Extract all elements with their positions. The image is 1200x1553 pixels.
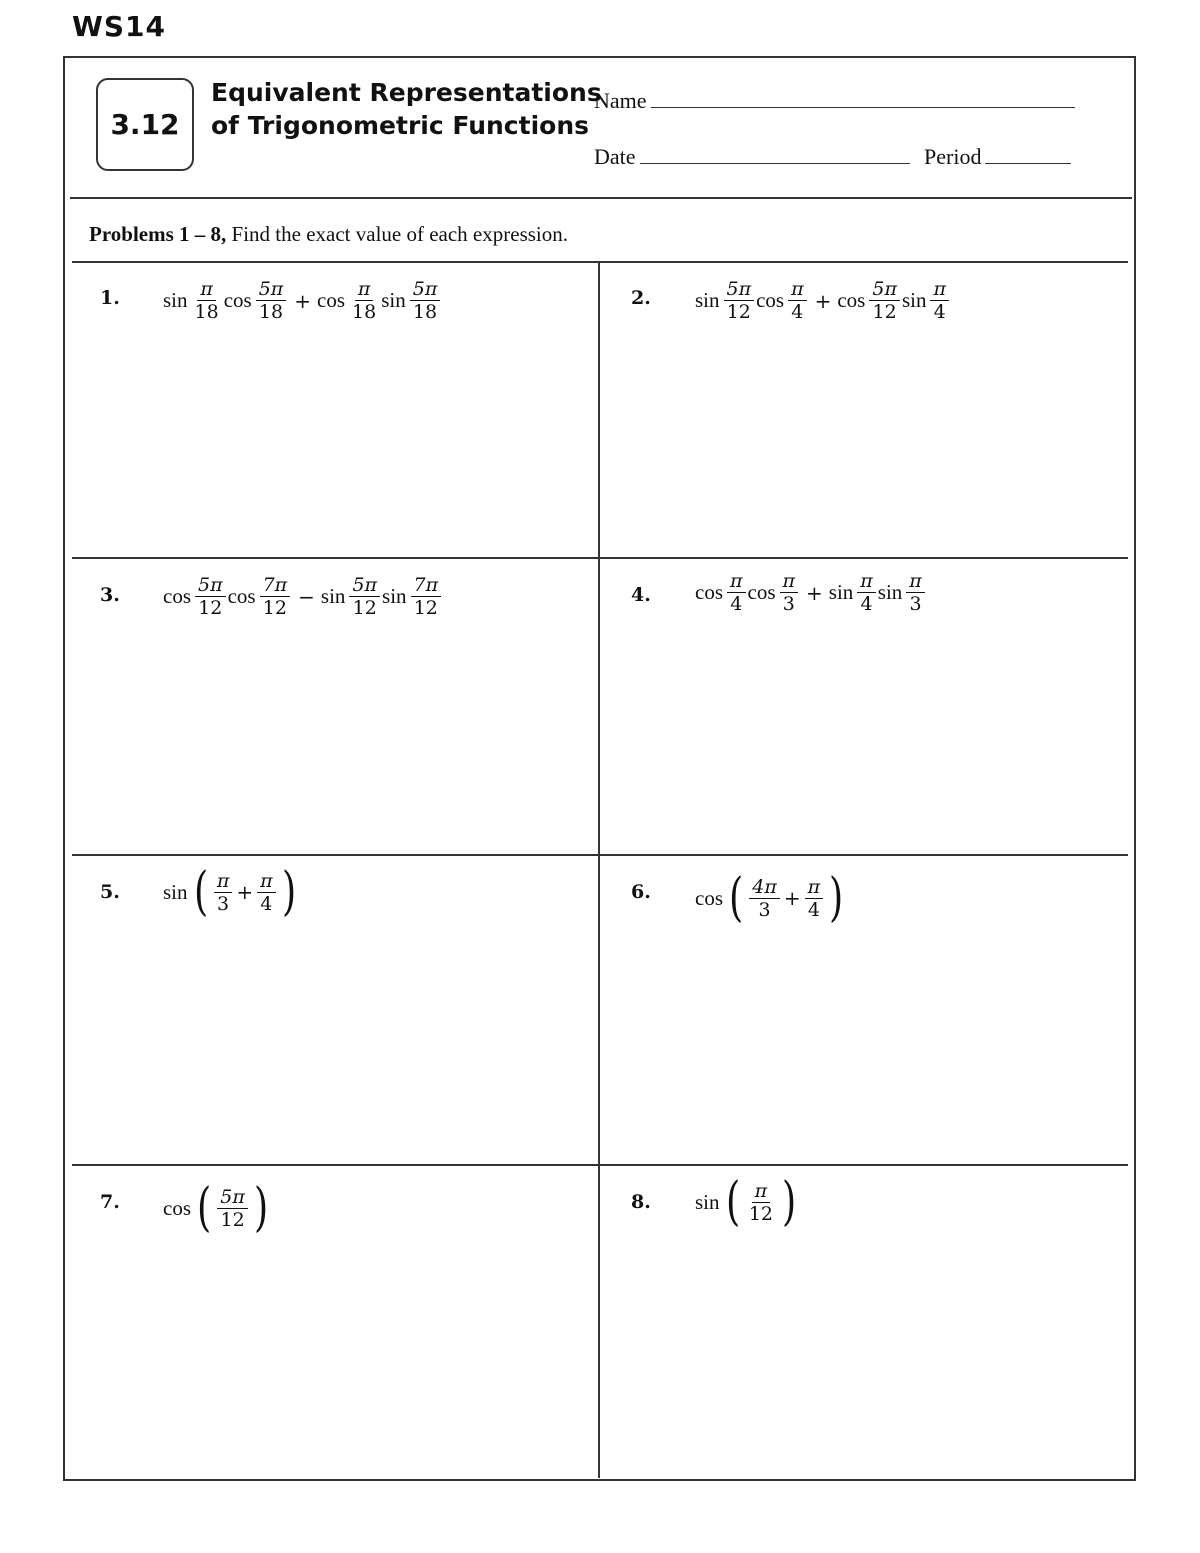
grid-line-row2	[72, 557, 1128, 559]
denominator: 12	[413, 597, 438, 619]
worksheet-title	[211, 76, 602, 142]
right-paren: )	[829, 868, 844, 928]
denominator: 4	[933, 301, 946, 323]
grid-line-vertical	[598, 262, 600, 1478]
denominator: 18	[412, 301, 438, 323]
denominator: 4	[260, 892, 273, 915]
right-paren: )	[281, 862, 296, 922]
denominator: 18	[352, 301, 377, 323]
numerator: 5π	[410, 278, 441, 301]
right-paren: )	[253, 1178, 269, 1238]
problem-number: 7.	[100, 1191, 120, 1213]
left-paren: (	[729, 868, 744, 928]
function-name: cos	[163, 584, 191, 608]
fraction	[410, 278, 441, 323]
numerator: 5π	[724, 278, 755, 301]
fraction	[724, 278, 755, 323]
numerator: 4π	[749, 876, 780, 899]
left-paren: (	[193, 862, 208, 922]
function-name: sin	[901, 288, 927, 312]
function-name: sin	[163, 288, 188, 312]
operator: −	[298, 584, 315, 609]
problem-6-expression	[695, 868, 847, 928]
name-field[interactable]	[594, 88, 1075, 114]
denominator: 12	[872, 301, 897, 323]
name-blank[interactable]	[651, 89, 1075, 108]
date-label: Date	[594, 144, 636, 169]
function-name: cos	[747, 580, 776, 604]
worksheet-label: WS14	[72, 10, 167, 43]
fraction	[906, 570, 925, 615]
problem-number: 5.	[100, 881, 120, 903]
fraction	[857, 570, 876, 615]
function-name: sin	[695, 1189, 720, 1214]
denominator: 4	[730, 593, 743, 615]
fraction	[192, 278, 222, 323]
problem-number: 2.	[631, 287, 651, 309]
problem-4-expression	[695, 570, 927, 615]
title-line-1: Equivalent Representations	[211, 78, 602, 107]
numerator: π	[214, 870, 233, 893]
function-name: cos	[695, 580, 723, 604]
fraction	[349, 574, 380, 619]
function-name: cos	[163, 1195, 191, 1220]
denominator: 12	[220, 1208, 245, 1231]
function-name: cos	[317, 288, 346, 312]
denominator: 4	[860, 593, 873, 615]
period-blank[interactable]	[985, 145, 1071, 164]
title-line-2: of Trigonometric Functions	[211, 111, 590, 140]
lesson-number: 3.12	[110, 108, 180, 141]
problem-7-expression	[163, 1178, 272, 1238]
problem-number: 8.	[631, 1191, 651, 1213]
numerator: π	[805, 876, 824, 899]
left-paren: (	[197, 1178, 212, 1238]
fraction	[746, 1180, 776, 1225]
grid-line-row4	[72, 1164, 1128, 1166]
function-name: sin	[828, 580, 854, 604]
problem-number: 6.	[631, 881, 651, 903]
function-name: sin	[320, 584, 346, 608]
function-name: sin	[695, 288, 720, 312]
problem-number: 1.	[100, 287, 120, 309]
operator: +	[814, 288, 832, 313]
denominator: 4	[807, 898, 820, 921]
operator: +	[783, 886, 801, 910]
period-field[interactable]	[924, 144, 1071, 170]
fraction	[411, 574, 442, 619]
numerator: 7π	[411, 574, 442, 597]
denominator: 3	[758, 898, 771, 921]
denominator: 12	[262, 597, 287, 619]
problem-5-expression	[163, 862, 300, 922]
problem-number: 4.	[631, 584, 651, 606]
function-name: cos	[227, 584, 256, 608]
denominator: 12	[748, 1202, 773, 1225]
function-name: cos	[756, 288, 785, 312]
numerator: π	[857, 570, 876, 593]
fraction	[349, 278, 379, 323]
numerator: π	[355, 278, 374, 301]
operator: +	[294, 288, 312, 313]
fraction	[869, 278, 900, 323]
numerator: π	[197, 278, 216, 301]
denominator: 12	[726, 301, 751, 323]
instructions-text: Find the exact value of each expression.	[226, 222, 568, 246]
denominator: 3	[782, 593, 795, 615]
denominator: 12	[352, 597, 377, 619]
problem-8-expression	[695, 1172, 800, 1232]
fraction	[256, 278, 287, 323]
fraction	[805, 876, 824, 921]
fraction	[749, 876, 780, 921]
numerator: 5π	[256, 278, 287, 301]
function-name: sin	[877, 580, 903, 604]
problem-2-expression	[695, 278, 951, 323]
operator: +	[806, 580, 823, 605]
date-field[interactable]	[594, 144, 910, 170]
name-label: Name	[594, 88, 647, 113]
left-paren: (	[725, 1172, 740, 1232]
fraction	[788, 278, 807, 323]
numerator: π	[906, 570, 925, 593]
numerator: π	[727, 570, 746, 593]
fraction	[930, 278, 949, 323]
operator: +	[236, 880, 254, 904]
fraction	[217, 1186, 248, 1231]
denominator: 3	[909, 593, 922, 615]
denominator: 18	[194, 301, 219, 323]
problem-1-expression	[163, 278, 442, 323]
numerator: π	[788, 278, 807, 301]
function-name: sin	[381, 288, 406, 312]
numerator: π	[257, 870, 276, 893]
fraction	[727, 570, 746, 615]
numerator: π	[752, 1180, 771, 1203]
numerator: 7π	[260, 574, 291, 597]
numerator: 5π	[349, 574, 380, 597]
date-blank[interactable]	[640, 145, 910, 164]
function-name: sin	[163, 879, 188, 904]
numerator: π	[780, 570, 799, 593]
function-name: cos	[223, 288, 252, 312]
denominator: 3	[217, 892, 230, 915]
numerator: 5π	[217, 1186, 248, 1209]
period-label: Period	[924, 144, 982, 169]
denominator: 12	[198, 597, 223, 619]
denominator: 4	[791, 301, 804, 323]
function-name: cos	[695, 885, 723, 910]
right-paren: )	[782, 1172, 797, 1232]
problem-3-expression	[163, 574, 443, 619]
function-name: sin	[382, 584, 407, 608]
numerator: 5π	[869, 278, 900, 301]
lesson-number-badge	[96, 78, 194, 171]
numerator: 5π	[195, 574, 226, 597]
denominator: 18	[258, 301, 284, 323]
function-name: cos	[837, 288, 866, 312]
fraction	[214, 870, 233, 915]
instructions-bold: Problems 1 – 8,	[89, 222, 227, 246]
fraction	[780, 570, 799, 615]
fraction	[260, 574, 291, 619]
grid-line-top	[72, 261, 1128, 263]
numerator: π	[930, 278, 949, 301]
problem-number: 3.	[100, 584, 120, 606]
header-divider	[70, 197, 1132, 199]
fraction	[195, 574, 226, 619]
instructions	[89, 222, 568, 247]
grid-line-row3	[72, 854, 1128, 856]
fraction	[257, 870, 276, 915]
